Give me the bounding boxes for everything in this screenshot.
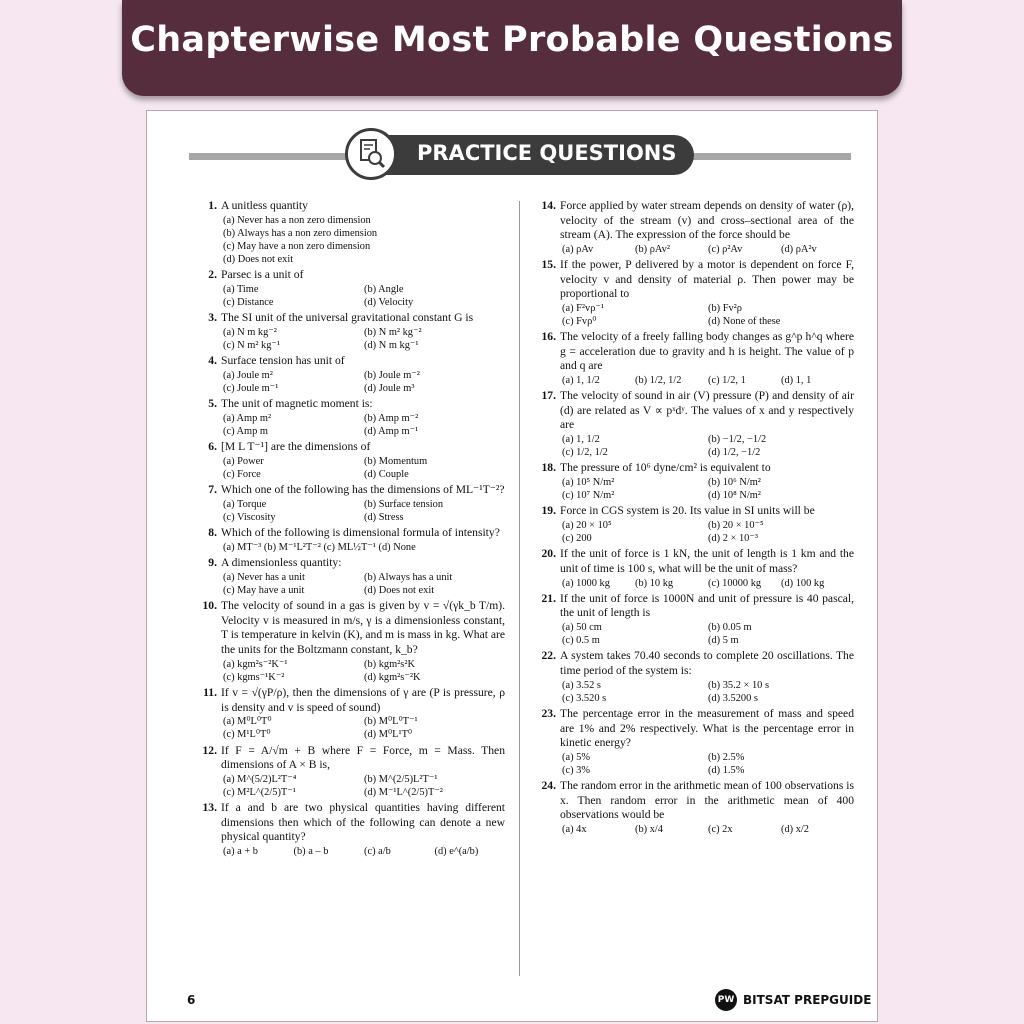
answer-option: (b) Amp m⁻² [364,413,419,424]
question-stem: The random error in the arithmetic mean of 100 observations is x. Then random error in the arithmetic mean of 400 observations would be [560,779,854,822]
answer-option: (b) Momentum [364,456,428,467]
document-page [146,110,878,1022]
answer-option: (d) 5 m [708,635,739,647]
answer-option: (d) ρA²v [781,243,817,255]
question-number: 8. [208,526,217,540]
question-options [221,412,505,438]
question-item [534,258,854,328]
left-question-column [195,199,505,860]
question-item [195,526,505,554]
answer-option: (a) kgm²s⁻²K⁻¹ [223,658,288,670]
question-stem: The velocity of a freely falling body changes as g^p h^q where g = acceleration due to gravity and h is height. The value of p and q are [560,330,854,373]
answer-option: (d) kgm²s⁻²K [364,671,421,683]
question-options [560,823,854,836]
section-header [372,135,694,175]
answer-option: (c) M²L^(2/5)T⁻¹ [223,786,296,798]
question-item [534,779,854,836]
document-search-icon [345,128,397,180]
question-options [221,369,505,395]
answer-option: (a) 4x [562,823,587,835]
answer-option: (c) May have a unit [223,585,305,596]
answer-option: (c) 3% [562,764,590,776]
question-stem: The SI unit of the universal gravitational constant G is [221,311,474,325]
answer-option: (a) N m kg⁻² [223,327,277,338]
question-item [195,440,505,481]
header-rule-left [189,153,354,160]
answer-option: (a) F²vρ⁻¹ [562,302,605,314]
question-options [560,433,854,459]
answer-option: (d) 1.5% [708,764,745,776]
question-number: 22. [541,649,556,663]
question-number: 21. [541,591,556,605]
question-options [560,751,854,777]
question-number: 6. [208,440,217,454]
question-number: 7. [208,483,217,497]
question-stem: If the unit of force is 1000N and unit of pressure is 40 pascal, the unit of length is [560,591,854,620]
question-stem: The pressure of 10⁶ dyne/cm² is equivalent to [560,461,771,475]
question-item [195,397,505,438]
question-options [560,476,854,502]
question-number: 5. [208,397,217,411]
answer-option: (b) Fv²ρ [708,302,742,314]
question-number: 17. [541,389,556,403]
question-number: 24. [541,779,556,793]
question-number: 20. [541,547,556,561]
question-number: 16. [541,330,556,344]
answer-option: (c) Fvρ⁰ [562,315,597,327]
answer-option: (c) 10⁷ N/m² [562,490,615,502]
question-item [534,592,854,648]
question-number: 13. [202,801,217,815]
question-number: 9. [208,556,217,570]
answer-option: (a) Never has a unit [223,571,305,583]
answer-option: (a) Never has a non zero dimension [223,214,371,226]
question-item [534,504,854,545]
question-item [534,461,854,502]
question-item [195,354,505,395]
answer-option: (b) 10 kg [635,577,674,589]
answer-option: (b) −1/2, −1/2 [708,433,767,445]
question-item [195,311,505,352]
question-number: 1. [208,199,217,212]
answer-option: (a) 50 cm [562,621,602,633]
question-stem: Surface tension has unit of [221,354,345,368]
question-stem: If the unit of force is 1 kN, the unit of length is 1 km and the unit of time is 100 s, what will be the unit of mass? [560,547,854,575]
answer-option: (d) Stress [364,512,404,524]
answer-option: (c) Amp m [223,426,269,438]
answer-option: (b) 1/2, 1/2 [635,374,682,386]
question-options [221,845,505,858]
question-options [221,571,505,597]
answer-option: (b) Always has a non zero dimension [223,227,378,239]
answer-option: (d) x/2 [781,823,809,835]
question-options [221,658,505,684]
question-item [195,686,505,742]
question-item [195,199,505,266]
question-item [195,556,505,597]
question-options [221,455,505,481]
answer-option: (d) Amp m⁻¹ [364,426,419,438]
answer-option: (a) Time [223,284,259,295]
question-stem: A dimensionless quantity: [221,556,342,570]
question-number: 15. [541,257,556,271]
answer-option: (d) e^(a/b) [434,845,479,857]
answer-option: (d) Does not exit [223,254,294,266]
answer-option: (c) Joule m⁻¹ [223,383,279,395]
answer-option: (d) 10⁸ N/m² [708,490,761,502]
question-stem: The velocity of sound in air (V) pressure (P) and density of air (d) are related as V ∝ pˣdʸ. The values of x and y respectively are [560,389,854,432]
column-divider [519,201,520,976]
answer-option: (b) M⁰L⁰T⁻¹ [364,716,418,728]
answer-option: (c) N m² kg⁻¹ [223,340,281,352]
answer-option: (a) 20 × 10⁵ [562,519,612,531]
question-stem: Force applied by water stream depends on density of water (ρ), velocity of the stream (v) and cross–sectional area of the stream (A). The expression of the force should be [560,199,854,242]
answer-option: (d) Does not exit [364,585,435,596]
answer-option: (c) 2x [708,823,733,835]
answer-option: (a) 1, 1/2 [562,374,600,386]
question-options [221,283,505,309]
header-rule-right [687,153,851,160]
answer-option: (d) M⁰L¹T⁰ [364,729,413,741]
answer-option: (d) None of these [708,315,781,327]
answer-option: (c) 200 [562,533,592,545]
answer-option: (d) N m kg⁻¹ [364,340,419,352]
answer-option: (d) 2 × 10⁻³ [708,533,758,545]
answer-option: (b) Joule m⁻² [364,370,420,381]
question-number: 18. [541,461,556,475]
right-question-column [534,199,854,838]
question-options [221,715,505,741]
footer-brand: BITSAT PREPGUIDE [743,993,872,1007]
answer-option: (b) Angle [364,284,404,295]
answer-option: (c) 10000 kg [708,577,762,589]
answer-option: (c) Viscosity [223,512,276,524]
page-number: 6 [187,993,196,1007]
question-options [560,302,854,328]
question-options [221,326,505,352]
question-item [534,199,854,256]
question-options [221,498,505,524]
question-item [534,547,854,589]
answer-option: (c) 3.520 s [562,692,607,704]
question-item [534,649,854,705]
answer-option: (a) a + b [223,845,258,857]
title-banner [122,0,902,96]
answer-option: (a) Torque [223,499,267,510]
section-header-label: PRACTICE QUESTIONS [417,141,677,165]
question-stem: Force in CGS system is 20. Its value in SI units will be [560,504,815,518]
answer-option: (c) M¹L⁰T⁰ [223,729,271,741]
question-options [560,519,854,545]
answer-option: (b) x/4 [635,823,663,835]
question-number: 14. [541,199,556,212]
answer-option: (c) 1/2, 1 [708,374,746,386]
answer-option: (b) kgm²s²K [364,658,415,670]
answer-option: (c) 1/2, 1/2 [562,447,608,459]
answer-option: (c) kgms⁻¹K⁻² [223,671,285,683]
answer-option: (c) Force [223,469,261,481]
answer-option: (a) 10⁵ N/m² [562,476,615,488]
answer-option: (b) Surface tension [364,499,444,510]
question-options [221,773,505,799]
answer-option: (a) 5% [562,751,590,763]
question-item [534,707,854,777]
question-options [221,214,505,267]
answer-option: (a) ρAv [562,243,594,255]
question-item [195,744,505,800]
answer-option: (d) Joule m³ [364,383,415,395]
answer-option: (b) 10⁶ N/m² [708,476,761,488]
answer-option: (d) 1, 1 [781,374,812,386]
question-number: 3. [208,311,217,325]
question-number: 10. [202,599,217,613]
answer-option: (a) M^(5/2)L²T⁻⁴ [223,773,297,785]
question-item [534,330,854,387]
banner-title: Chapterwise Most Probable Questions [130,20,894,60]
answer-option: (d) Couple [364,469,409,481]
answer-option: (a) MT⁻³ (b) M⁻¹L²T⁻² (c) ML½T⁻¹ (d) None [223,542,416,553]
answer-option: (c) Distance [223,297,274,309]
answer-option: (a) M⁰L⁰T⁰ [223,716,272,728]
answer-option: (a) 3.52 s [562,679,601,691]
publisher-logo-icon: PW [715,989,737,1011]
question-options [560,374,854,387]
question-number: 23. [541,706,556,720]
answer-option: (d) 3.5200 s [708,692,758,704]
question-options [560,577,854,590]
question-options [560,621,854,647]
answer-option: (d) 100 kg [781,577,825,589]
question-stem: If F = A/√m + B where F = Force, m = Mass. Then dimensions of A × B is, [221,743,505,772]
question-stem: If v = √(γP/ρ), then the dimensions of γ are (P is pressure, ρ is density and v is speed of sound) [221,685,505,714]
question-stem: Which of the following is dimensional formula of intensity? [221,526,500,540]
answer-option: (c) a/b [364,845,391,857]
answer-option: (a) Power [223,456,264,467]
answer-option: (a) 1, 1/2 [562,433,600,445]
answer-option: (c) ρ²Av [708,243,743,255]
answer-option: (b) M^(2/5)L²T⁻¹ [364,773,438,785]
answer-option: (c) May have a non zero dimension [223,241,371,252]
question-item [195,599,505,684]
question-item [195,268,505,309]
question-item [195,801,505,858]
answer-option: (c) 0.5 m [562,635,600,647]
answer-option: (b) a – b [293,845,329,857]
question-stem: A system takes 70.40 seconds to complete 20 oscillations. The time period of the system is: [560,649,854,677]
answer-option: (b) ρAv² [635,243,670,255]
question-number: 4. [208,354,217,368]
question-stem: If a and b are two physical quantities having different dimensions then which of the following can denote a new physical quantity? [221,801,505,844]
question-stem: The velocity of sound in a gas is given by v = √(γk_b T/m). Velocity v is measured in m/s, γ is a dimensionless constant, T is temperature in kelvin (K), and m is mass in kg. What are the units for the Boltzmann constant, k_b? [221,599,505,656]
question-stem: The percentage error in the measurement of mass and speed are 1% and 2% respectively. What is the percentage error in kinetic energy? [560,706,854,750]
question-number: 2. [208,268,217,282]
question-options [560,243,854,256]
question-stem: A unitless quantity [221,199,308,212]
question-stem: If the power, P delivered by a motor is dependent on force F, velocity v and density of material ρ. Then power may be proportional to [560,257,854,301]
answer-option: (b) 20 × 10⁻⁵ [708,519,764,531]
question-item [195,483,505,524]
question-stem: [M L T⁻¹] are the dimensions of [221,440,371,454]
answer-option: (b) 35.2 × 10 s [708,679,769,691]
answer-option: (b) 0.05 m [708,621,752,633]
answer-option: (b) N m² kg⁻² [364,327,422,338]
answer-option: (b) 2.5% [708,751,745,763]
answer-option: (a) 1000 kg [562,577,610,589]
answer-option: (b) Always has a unit [364,571,453,583]
question-stem: Which one of the following has the dimensions of ML⁻¹T⁻²? [221,483,505,497]
question-options [221,541,505,554]
question-number: 11. [203,685,217,699]
question-number: 12. [202,743,217,757]
question-stem: Parsec is a unit of [221,268,304,282]
question-options [560,679,854,705]
answer-option: (d) Velocity [364,297,414,309]
question-stem: The unit of magnetic moment is: [221,397,373,411]
answer-option: (d) M⁻¹L^(2/5)T⁻² [364,786,443,798]
question-item [534,389,854,459]
answer-option: (a) Joule m² [223,370,273,381]
question-number: 19. [541,504,556,518]
answer-option: (a) Amp m² [223,413,272,424]
answer-option: (d) 1/2, −1/2 [708,447,761,459]
